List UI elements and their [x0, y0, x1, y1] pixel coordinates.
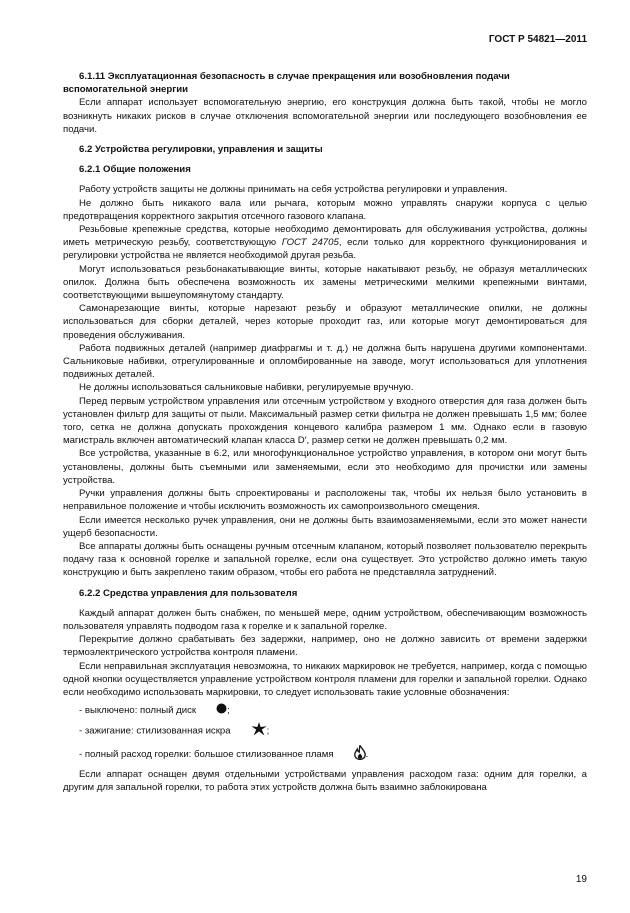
paragraph: Не должны использоваться сальниковые набивки, регулируемые вручную.: [79, 382, 414, 394]
paragraph: Если аппарат оснащен двумя отдельными устройствами управления расходом газа: одним для горелки, а другим для запальной горелки, то работа этих устройств должна быть взаимно заблокирована: [63, 768, 587, 793]
standard-reference: ГОСТ 24705: [281, 237, 339, 249]
paragraph: Работа подвижных деталей (например диафрагмы и т. д.) не должна быть нарушена другими компонентами. Сальниковые набивки, отрегулированные и опломбированные на заводе, могут использоваться для уплотнения подвижных деталей.: [63, 342, 587, 381]
list-item-text: - зажигание: стилизованная искра: [79, 725, 231, 737]
paragraph: Перекрытие должно срабатывать без задержки, например, оно не должно зависить от времени задержки термоэлектрического устройства контроля пламени.: [63, 634, 587, 659]
list-item-text: - выключено: полный диск: [79, 705, 197, 717]
paragraph: Самонарезающие винты, которые нарезают резьбу и образуют металлические опилки, не должны использоваться для сборки деталей, через которые проходит газ, или которые могут демонтироваться для проведения обслуживания.: [63, 303, 587, 341]
heading-6-1-11: 6.1.11 Эксплуатационная безопасность в случае прекращения или возобновления подачи вспомогательной энергии: [63, 71, 510, 96]
paragraph: Перед первым устройством управления или отсечным устройством у входного отверстия для газа должен быть установлен фильтр для защиты от пыли. Максимальный размер сетки фильтра не должен превышать 1,5 мм; более того, сетка не должна допускать прохождения концевого калибра размером 1 мм. Однако если в газовую магистраль включен автоматический клапан класса D′, размер сетки не должен превышать 0,2 мм.: [63, 395, 587, 447]
spark-icon: [235, 722, 267, 740]
heading-6-2-2: 6.2.2 Средства управления для пользователя: [79, 587, 298, 599]
page-content: [63, 70, 587, 794]
heading-6-2: 6.2 Устройства регулировки, управления и защиты: [79, 144, 323, 156]
paragraph: Если имеется несколько ручек управления, они не должны быть взаимозаменяемыми, если это может нанести ущерб безопасности.: [63, 514, 587, 539]
paragraph: Каждый аппарат должен быть снабжен, по меньшей мере, одним устройством, обеспечивающим возможность пользователя управлять подводом газа к горелке и к запальной горелке.: [63, 607, 587, 632]
list-item-ignition: - зажигание: стилизованная искра ;: [63, 722, 587, 740]
paragraph: Все устройства, указанные в 6.2, или многофункциональное устройство управления, в котором они могут быть установлены, должны быть съемными или заменяемыми, если это необходимо для прочистки или замены устройства.: [63, 448, 587, 486]
document-id: ГОСТ Р 54821—2011: [488, 34, 587, 45]
text: , если только для корректного функционирования и регулировки устройства не является необходимой другая резьба.: [63, 237, 587, 262]
paragraph: Не должно быть никакого вала или рычага, которым можно управлять снаружи корпуса с целью предотвращения корректного закрытия отсечного газового клапана.: [63, 197, 587, 222]
paragraph: [63, 223, 587, 263]
filled-disc-icon: [200, 703, 227, 718]
text: Резьбовые крепежные средства, которые необходимо демонтировать для обслуживания устройства, должны иметь метрическую резьбу, соответствующую: [63, 224, 587, 249]
page-number: 19: [575, 874, 587, 885]
paragraph: Работу устройств защиты не должны принимать на себя устройства регулировки и управления.: [79, 184, 508, 196]
heading-6-2-1: 6.2.1 Общие положения: [79, 164, 191, 176]
paragraph: Если неправильная эксплуатация невозможна, то никаких маркировок не требуется, например, когда с помощью одной кнопки осуществляется управление устройством контроля пламени для горелки и запальной горелки. Однако если необходимо использовать маркировки, то следует использовать такие условные обозначения:: [63, 660, 587, 698]
paragraph: Если аппарат использует вспомогательную энергию, его конструкция должна быть такой, чтобы не могло возникнуть никаких рисков в случае отключения вспомогательной энергии или последующего возобновления ее подачи.: [63, 97, 587, 135]
list-item-off: - выключено: полный диск ;: [63, 703, 587, 718]
paragraph: Все аппараты должны быть оснащены ручным отсечным клапаном, который позволяет пользователю перекрыть подачу газа к основной горелке и запальной горелке, если она существует. Это устройство должно иметь такую конструкцию и быть закреплено таким образом, чтобы его работа не представляла затруднений.: [63, 540, 587, 579]
paragraph: Могут использоваться резьбонакатывающие винты, которые накатывают резьбу, не образуя металлических опилок. Должна быть обеспечена возможность их замены метрическими мелкими крепежными винтами, соответствующими вышеупомянутому стандарту.: [63, 263, 587, 302]
list-item-full-rate: - полный расход горелки: большое стилизованное пламя .: [63, 745, 587, 764]
list-item-text: - полный расход горелки: большое стилизованное пламя: [79, 748, 334, 760]
paragraph: Ручки управления должны быть спроектированы и расположены так, чтобы их нельзя было установить в неправильное положение и чтобы исключить возможность их самопроизвольного смещения.: [63, 488, 587, 513]
flame-icon: [338, 745, 366, 764]
